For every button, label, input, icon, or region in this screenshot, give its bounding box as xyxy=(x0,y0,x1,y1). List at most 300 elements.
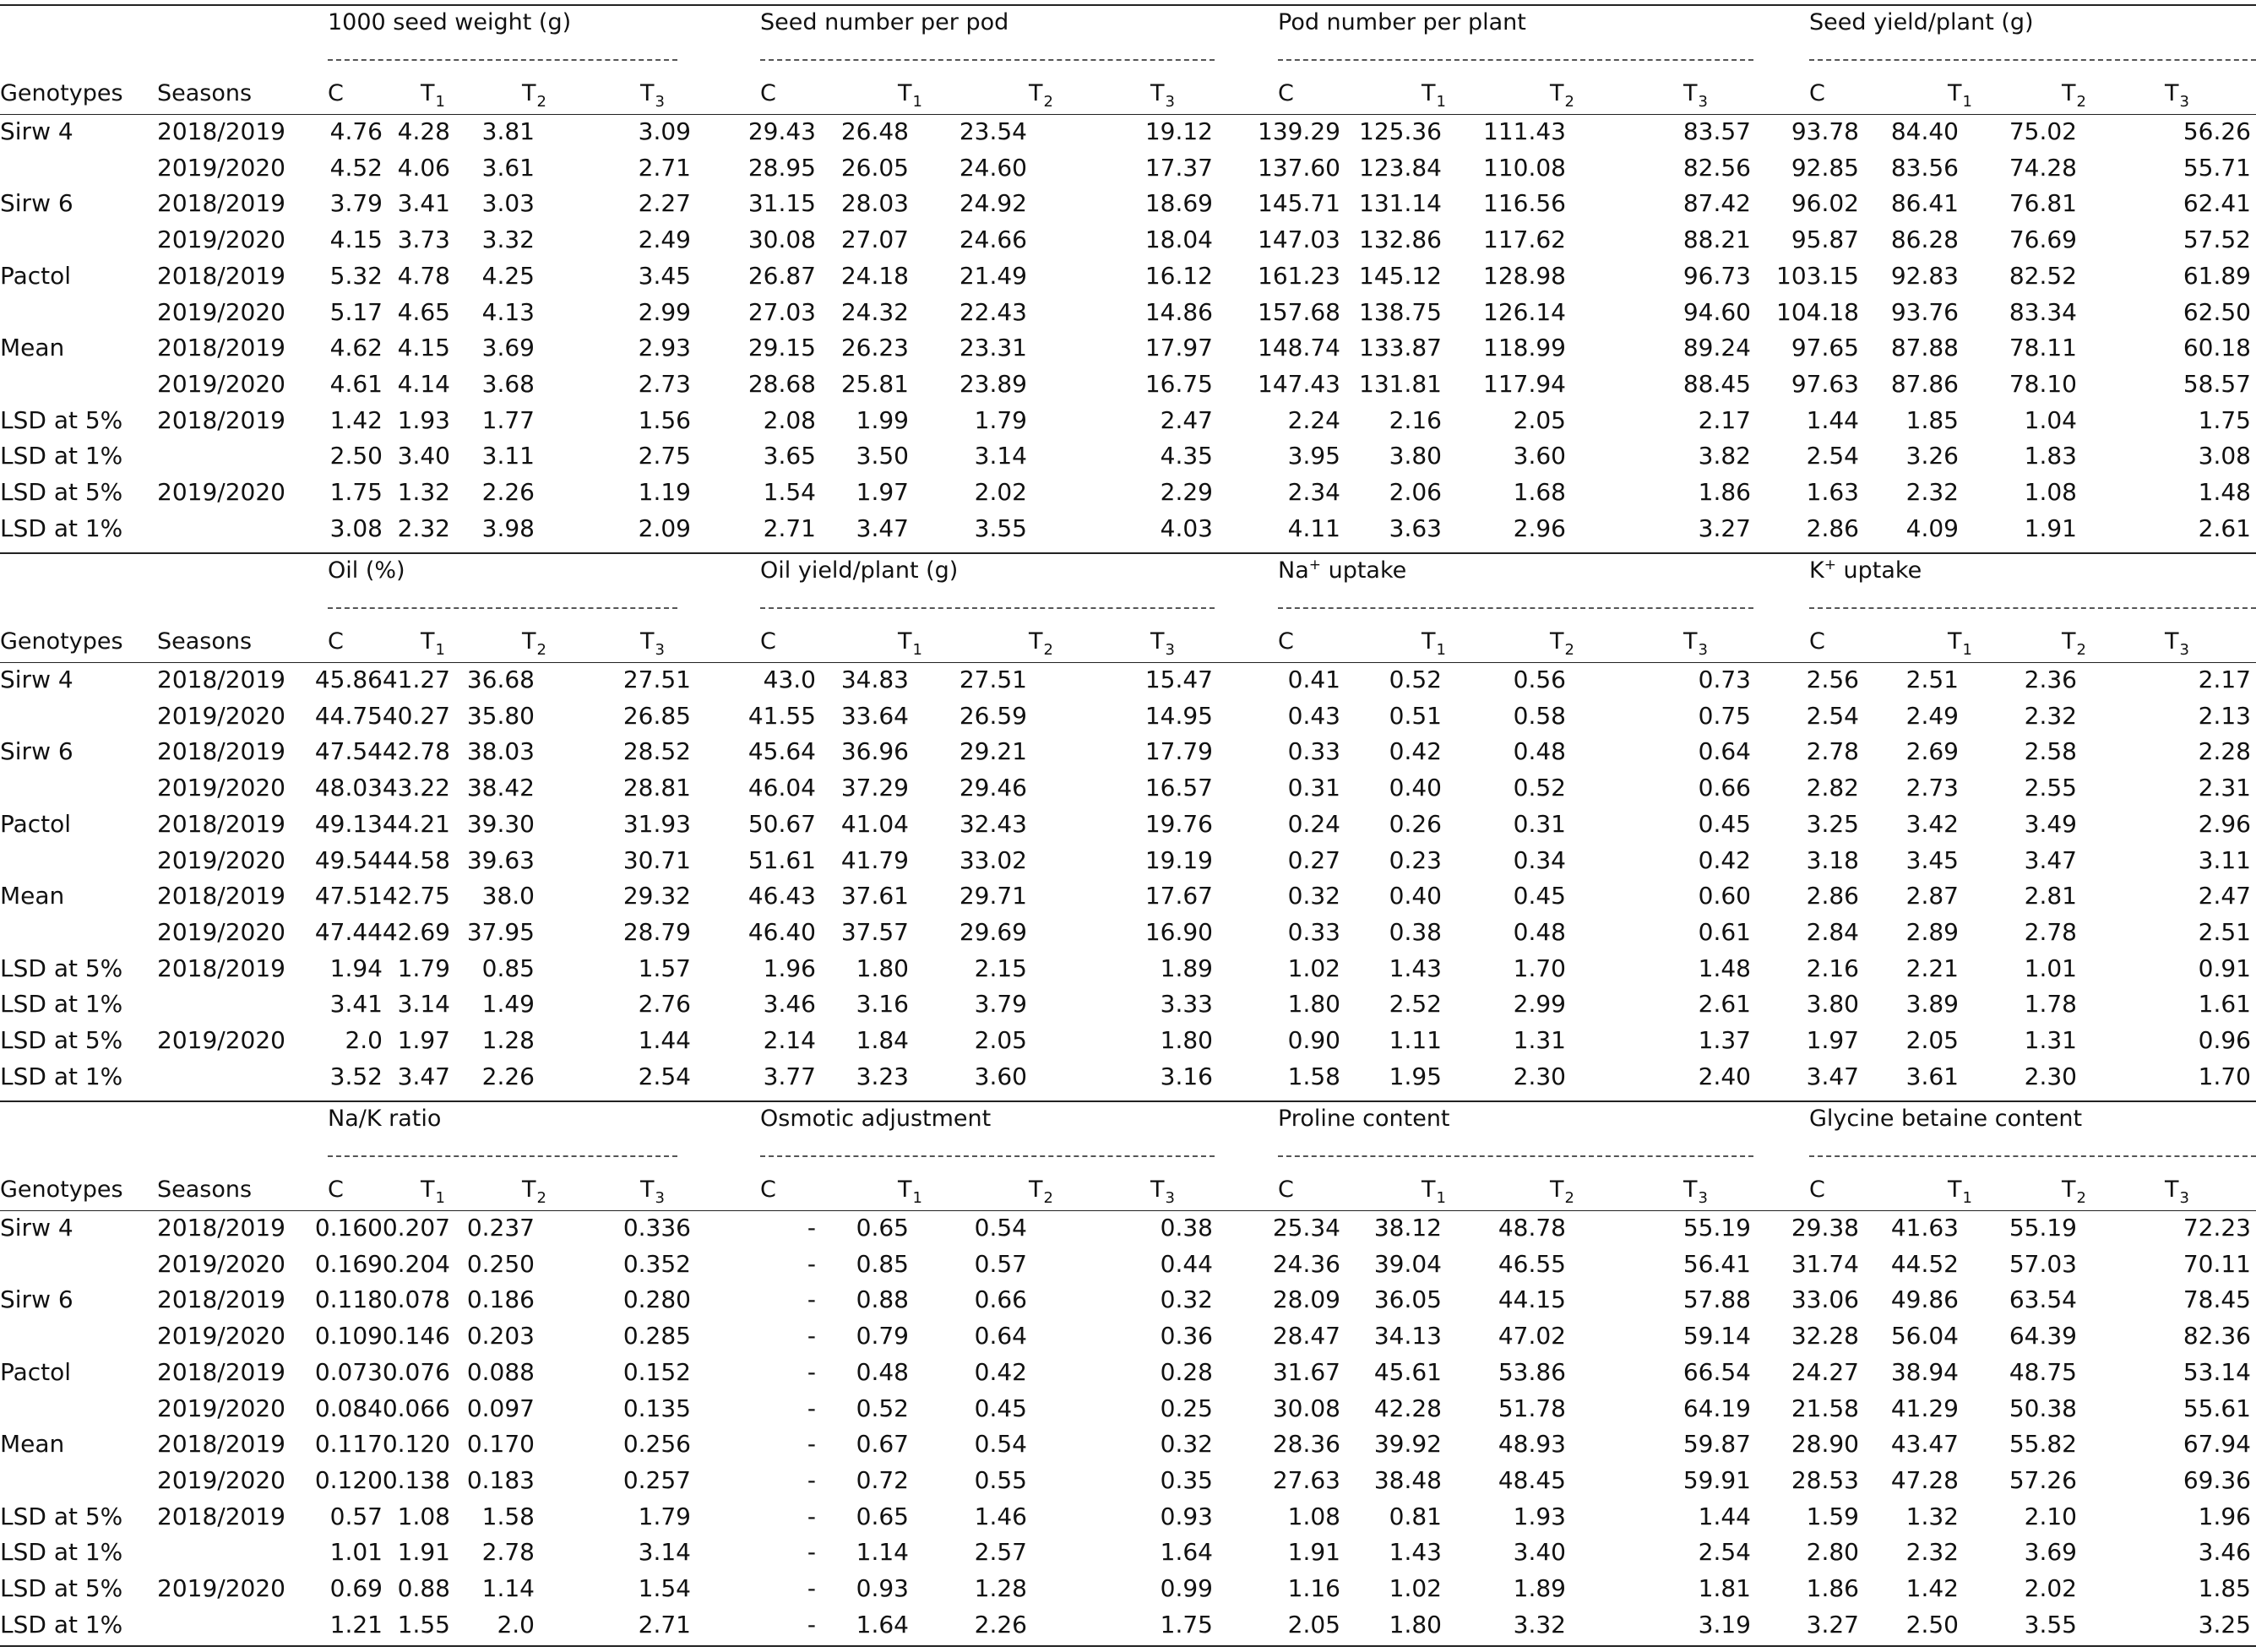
treatment-subscript: 2 xyxy=(1043,1189,1053,1207)
table-cell: 47.44 xyxy=(314,917,383,946)
group-dashed-rule xyxy=(1809,607,2256,609)
treatment-header xyxy=(1278,629,1294,655)
treatment-subscript: 1 xyxy=(435,641,445,659)
table-cell: 0.280 xyxy=(622,1285,691,1314)
table-cell: 0.120 xyxy=(382,1430,450,1459)
table-cell: 1.49 xyxy=(481,990,535,1019)
table-cell: 1.08 xyxy=(2024,478,2077,506)
season-label: 2018/2019 xyxy=(157,405,285,434)
genotype-label: Pactol xyxy=(0,1357,72,1386)
table-cell: 0.48 xyxy=(856,1357,909,1386)
table-cell: 94.60 xyxy=(1682,297,1751,326)
table-cell: 1.86 xyxy=(1806,1574,1859,1602)
treatment-letter: T xyxy=(1029,80,1043,106)
table-cell: 0.32 xyxy=(1160,1430,1213,1459)
table-cell: 59.87 xyxy=(1682,1430,1751,1459)
table-cell: 2.96 xyxy=(1513,514,1566,542)
table-cell: 0.69 xyxy=(329,1574,383,1602)
table-cell: 16.57 xyxy=(1144,774,1213,802)
group-title-superscript: + xyxy=(1824,557,1836,573)
treatment-header xyxy=(1029,629,1053,657)
treatment-letter: C xyxy=(1278,1177,1294,1203)
table-cell: 4.14 xyxy=(397,369,450,398)
table-cell: 0.85 xyxy=(856,1249,909,1278)
table-cell: 1.61 xyxy=(2198,990,2251,1019)
table-cell: 2.0 xyxy=(345,1026,383,1054)
table-cell: 96.73 xyxy=(1682,261,1751,290)
table-cell: 78.11 xyxy=(2009,334,2077,362)
table-cell: 15.47 xyxy=(1144,666,1213,693)
table-cell: 1.89 xyxy=(1160,954,1213,982)
table-cell: 46.04 xyxy=(747,774,816,802)
group-title xyxy=(760,10,1008,35)
treatment-subscript: 1 xyxy=(912,93,922,111)
group-title xyxy=(1809,1106,2082,1132)
table-cell: 2.02 xyxy=(974,478,1027,506)
table-cell: 2.76 xyxy=(638,990,691,1019)
table-cell: 2.30 xyxy=(1513,1062,1566,1090)
table-cell: 27.07 xyxy=(840,226,909,254)
table-cell: 37.57 xyxy=(840,917,909,946)
group-title-text: 1000 seed weight (g) xyxy=(328,9,572,35)
table-cell: 62.41 xyxy=(2183,189,2251,218)
table-cell: 1.85 xyxy=(1905,405,1959,434)
table-cell: 0.96 xyxy=(2198,1026,2251,1054)
table-cell: 138.75 xyxy=(1359,297,1442,326)
treatment-letter: T xyxy=(1422,80,1436,106)
table-cell: 2.51 xyxy=(2198,917,2251,946)
table-cell: 47.51 xyxy=(314,882,383,910)
treatment-letter: T xyxy=(1948,80,1962,106)
table-cell: 36.96 xyxy=(840,737,909,766)
table-cell: 41.55 xyxy=(747,701,816,730)
treatment-header xyxy=(1550,1177,1574,1205)
table-cell: 3.11 xyxy=(2198,845,2251,874)
group-title xyxy=(328,10,571,35)
treatment-header xyxy=(1809,629,1825,655)
table-cell: 3.98 xyxy=(481,514,535,542)
table-cell: 61.89 xyxy=(2183,261,2251,290)
table-cell: 4.13 xyxy=(481,297,535,326)
table-cell: 1.04 xyxy=(2024,405,2077,434)
table-cell: 55.71 xyxy=(2183,153,2251,182)
group-title xyxy=(760,1106,991,1132)
table-cell: 16.75 xyxy=(1144,369,1213,398)
treatment-header xyxy=(1683,81,1708,109)
treatment-header xyxy=(421,1177,445,1205)
table-cell: 3.08 xyxy=(329,514,383,542)
table-cell: 0.72 xyxy=(856,1465,909,1494)
table-cell: 0.088 xyxy=(466,1357,535,1386)
table-cell: - xyxy=(807,1610,816,1638)
table-cell: 1.89 xyxy=(1513,1574,1566,1602)
table-cell: 0.42 xyxy=(1698,845,1751,874)
table-cell: 3.16 xyxy=(1160,1062,1213,1090)
genotypes-header: Genotypes xyxy=(0,628,123,655)
table-cell: 46.40 xyxy=(747,917,816,946)
table-cell: 1.32 xyxy=(1905,1502,1959,1530)
table-cell: 0.73 xyxy=(1698,666,1751,693)
table-cell: 1.70 xyxy=(2198,1062,2251,1090)
table-cell: 1.31 xyxy=(1513,1026,1566,1054)
table-cell: 1.75 xyxy=(2198,405,2251,434)
table-cell: 16.90 xyxy=(1144,917,1213,946)
table-cell: 2.55 xyxy=(2024,774,2077,802)
table-cell: 0.88 xyxy=(856,1285,909,1314)
table-cell: 0.60 xyxy=(1698,882,1751,910)
table-cell: 2.24 xyxy=(1287,405,1340,434)
treatment-subscript: 1 xyxy=(1962,641,1972,659)
treatment-header xyxy=(522,629,546,657)
table-cell: 4.25 xyxy=(481,261,535,290)
group-title xyxy=(1809,10,2034,35)
treatment-subscript: 3 xyxy=(1165,1189,1175,1207)
table-cell: 2.99 xyxy=(638,297,691,326)
table-cell: 57.03 xyxy=(2009,1249,2077,1278)
table-cell: 0.066 xyxy=(382,1394,450,1422)
table-cell: 3.45 xyxy=(1905,845,1959,874)
table-cell: 1.79 xyxy=(397,954,450,982)
table-cell: 1.21 xyxy=(329,1610,383,1638)
season-label: 2018/2019 xyxy=(157,882,285,910)
table-cell: 3.46 xyxy=(2198,1538,2251,1567)
treatment-letter: T xyxy=(1948,1177,1962,1203)
table-cell: 2.50 xyxy=(1905,1610,1959,1638)
table-cell: 2.71 xyxy=(638,153,691,182)
table-cell: 2.29 xyxy=(1160,478,1213,506)
treatment-header xyxy=(328,1177,344,1203)
genotype-label: LSD at 1% xyxy=(0,1538,123,1567)
table-cell: 18.04 xyxy=(1144,226,1213,254)
table-cell: 28.36 xyxy=(1272,1430,1340,1459)
table-cell: 0.073 xyxy=(314,1357,383,1386)
genotype-label: Sirw 4 xyxy=(0,666,73,693)
table-cell: 133.87 xyxy=(1359,334,1442,362)
table-cell: 0.64 xyxy=(1698,737,1751,766)
table-cell: 60.18 xyxy=(2183,334,2251,362)
table-cell: 0.99 xyxy=(1160,1574,1213,1602)
season-label: 2018/2019 xyxy=(157,1502,285,1530)
table-cell: - xyxy=(807,1357,816,1386)
season-label: 2018/2019 xyxy=(157,1214,285,1242)
table-cell: 4.11 xyxy=(1287,514,1340,542)
table-cell: 0.31 xyxy=(1513,809,1566,838)
treatment-letter: T xyxy=(522,80,536,106)
table-cell: 3.80 xyxy=(1389,442,1442,470)
table-cell: 0.203 xyxy=(466,1322,535,1350)
treatment-subscript: 2 xyxy=(1564,1189,1574,1207)
table-cell: 55.19 xyxy=(1682,1214,1751,1242)
treatment-subscript: 3 xyxy=(655,1189,665,1207)
treatment-subscript: 3 xyxy=(2179,93,2189,111)
treatment-letter: T xyxy=(1422,628,1436,655)
table-cell: 28.68 xyxy=(747,369,816,398)
table-cell: 1.11 xyxy=(1389,1026,1442,1054)
table-cell: 3.32 xyxy=(481,226,535,254)
treatment-header xyxy=(898,629,922,657)
table-cell: 2.54 xyxy=(638,1062,691,1090)
treatment-header xyxy=(1278,81,1294,106)
table-cell: 137.60 xyxy=(1258,153,1340,182)
group-dashed-rule xyxy=(760,1155,1215,1157)
season-label: 2019/2020 xyxy=(157,1394,285,1422)
season-label: 2018/2019 xyxy=(157,809,285,838)
table-cell: 37.61 xyxy=(840,882,909,910)
treatment-letter: T xyxy=(522,1177,536,1203)
table-cell: 97.65 xyxy=(1791,334,1859,362)
table-cell: 161.23 xyxy=(1258,261,1340,290)
season-label: 2019/2020 xyxy=(157,478,285,506)
treatment-letter: C xyxy=(328,1177,344,1203)
treatment-header xyxy=(2165,629,2189,657)
table-cell: 88.21 xyxy=(1682,226,1751,254)
table-cell: 3.73 xyxy=(397,226,450,254)
table-cell: 4.62 xyxy=(329,334,383,362)
table-cell: 62.50 xyxy=(2183,297,2251,326)
treatment-letter: C xyxy=(1278,80,1294,106)
section-top-rule xyxy=(0,4,2256,6)
treatment-subscript: 2 xyxy=(536,93,546,111)
table-cell: 1.79 xyxy=(974,405,1027,434)
header-bottom-rule xyxy=(0,114,2256,115)
table-cell: 0.42 xyxy=(974,1357,1027,1386)
table-cell: 1.78 xyxy=(2024,990,2077,1019)
table-cell: 24.60 xyxy=(959,153,1027,182)
genotype-label: LSD at 5% xyxy=(0,1502,123,1530)
season-label: 2019/2020 xyxy=(157,845,285,874)
treatment-header xyxy=(1422,1177,1446,1205)
table-cell: 2.17 xyxy=(1698,405,1751,434)
table-cell: 3.18 xyxy=(1806,845,1859,874)
table-cell: 17.37 xyxy=(1144,153,1213,182)
table-cell: 0.56 xyxy=(1513,666,1566,693)
table-cell: 19.19 xyxy=(1144,845,1213,874)
table-cell: 64.39 xyxy=(2009,1322,2077,1350)
table-cell: 49.86 xyxy=(1890,1285,1959,1314)
treatment-subscript: 3 xyxy=(655,641,665,659)
treatment-header xyxy=(760,81,776,106)
table-cell: 3.23 xyxy=(856,1062,909,1090)
season-label: 2018/2019 xyxy=(157,1285,285,1314)
table-cell: 147.03 xyxy=(1258,226,1340,254)
table-cell: 2.16 xyxy=(1806,954,1859,982)
treatment-header xyxy=(640,629,665,657)
table-cell: 0.138 xyxy=(382,1465,450,1494)
table-cell: 69.36 xyxy=(2183,1465,2251,1494)
table-cell: 2.49 xyxy=(638,226,691,254)
group-dashed-rule xyxy=(1809,1155,2256,1157)
table-cell: 0.45 xyxy=(1513,882,1566,910)
table-cell: 145.12 xyxy=(1359,261,1442,290)
table-cell: 89.24 xyxy=(1682,334,1751,362)
table-cell: 1.02 xyxy=(1389,1574,1442,1602)
table-cell: 28.81 xyxy=(622,774,691,802)
treatment-subscript: 2 xyxy=(1564,641,1574,659)
treatment-letter: C xyxy=(1278,628,1294,655)
table-cell: 4.28 xyxy=(397,117,450,145)
table-cell: 2.08 xyxy=(763,405,816,434)
seasons-header: Seasons xyxy=(157,628,253,655)
table-cell: 2.54 xyxy=(1806,701,1859,730)
table-cell: 3.61 xyxy=(481,153,535,182)
table-cell: 3.45 xyxy=(638,261,691,290)
group-title xyxy=(1278,10,1526,35)
table-cell: 26.87 xyxy=(747,261,816,290)
table-cell: 2.87 xyxy=(1905,882,1959,910)
table-cell: 19.12 xyxy=(1144,117,1213,145)
table-cell: 19.76 xyxy=(1144,809,1213,838)
group-title-text: Seed number per pod xyxy=(760,9,1009,35)
table-cell: 14.86 xyxy=(1144,297,1213,326)
header-bottom-rule xyxy=(0,662,2256,663)
table-cell: 1.54 xyxy=(763,478,816,506)
table-cell: 1.28 xyxy=(481,1026,535,1054)
table-cell: 37.29 xyxy=(840,774,909,802)
table-cell: 0.32 xyxy=(1160,1285,1213,1314)
treatment-subscript: 3 xyxy=(1698,93,1708,111)
table-cell: 3.40 xyxy=(1513,1538,1566,1567)
treatment-subscript: 2 xyxy=(536,641,546,659)
table-cell: 31.74 xyxy=(1791,1249,1859,1278)
table-cell: 29.38 xyxy=(1791,1214,1859,1242)
table-cell: 0.076 xyxy=(382,1357,450,1386)
treatment-header xyxy=(522,1177,546,1205)
table-cell: 24.32 xyxy=(840,297,909,326)
table-cell: 87.86 xyxy=(1890,369,1959,398)
table-cell: 0.66 xyxy=(974,1285,1027,1314)
table-cell: 2.57 xyxy=(974,1538,1027,1567)
table-cell: 86.41 xyxy=(1890,189,1959,218)
treatment-header xyxy=(328,81,344,106)
table-cell: 38.42 xyxy=(466,774,535,802)
group-dashed-rule xyxy=(760,59,1215,61)
genotype-label: Sirw 6 xyxy=(0,1285,73,1314)
table-cell: 1.44 xyxy=(638,1026,691,1054)
table-cell: 2.84 xyxy=(1806,917,1859,946)
treatment-subscript: 3 xyxy=(1698,1189,1708,1207)
table-cell: 3.95 xyxy=(1287,442,1340,470)
table-cell: 27.51 xyxy=(959,666,1027,693)
table-cell: 0.33 xyxy=(1287,917,1340,946)
table-cell: 0.33 xyxy=(1287,737,1340,766)
table-cell: - xyxy=(807,1322,816,1350)
treatment-header xyxy=(421,81,445,109)
genotype-label: Mean xyxy=(0,1430,65,1459)
table-cell: 3.60 xyxy=(1513,442,1566,470)
table-cell: 2.15 xyxy=(974,954,1027,982)
table-cell: 83.34 xyxy=(2009,297,2077,326)
group-title-text: Na/K ratio xyxy=(328,1106,442,1132)
treatment-header xyxy=(760,629,776,655)
treatment-letter: T xyxy=(1683,628,1698,655)
table-cell: 45.64 xyxy=(747,737,816,766)
table-cell: 2.73 xyxy=(1905,774,1959,802)
table-cell: - xyxy=(807,1394,816,1422)
table-cell: 0.34 xyxy=(1513,845,1566,874)
table-cell: 2.36 xyxy=(2024,666,2077,693)
table-cell: 0.45 xyxy=(974,1394,1027,1422)
table-cell: 78.45 xyxy=(2183,1285,2251,1314)
group-title xyxy=(328,558,405,584)
table-cell: 74.28 xyxy=(2009,153,2077,182)
table-cell: 30.71 xyxy=(622,845,691,874)
genotype-label: Sirw 4 xyxy=(0,117,73,145)
table-cell: 0.51 xyxy=(1389,701,1442,730)
table-cell: 45.86 xyxy=(314,666,383,693)
table-cell: 14.95 xyxy=(1144,701,1213,730)
treatment-letter: T xyxy=(2165,80,2179,106)
group-dashed-rule xyxy=(328,607,677,609)
table-cell: 0.256 xyxy=(622,1430,691,1459)
treatment-subscript: 2 xyxy=(1043,641,1053,659)
table-cell: 2.78 xyxy=(481,1538,535,1567)
table-cell: 0.55 xyxy=(974,1465,1027,1494)
table-cell: 1.59 xyxy=(1806,1502,1859,1530)
table-cell: 55.82 xyxy=(2009,1430,2077,1459)
treatment-header xyxy=(421,629,445,657)
treatment-header xyxy=(1150,81,1175,109)
table-cell: 76.69 xyxy=(2009,226,2077,254)
table-cell: 87.88 xyxy=(1890,334,1959,362)
treatment-subscript: 1 xyxy=(1436,1189,1446,1207)
table-cell: 24.18 xyxy=(840,261,909,290)
table-cell: 0.90 xyxy=(1287,1026,1340,1054)
table-cell: 24.27 xyxy=(1791,1357,1859,1386)
treatment-subscript: 1 xyxy=(1436,93,1446,111)
season-label: 2019/2020 xyxy=(157,1574,285,1602)
treatment-header xyxy=(1948,629,1972,657)
treatment-header xyxy=(2062,629,2086,657)
table-cell: 58.57 xyxy=(2183,369,2251,398)
table-cell: 2.54 xyxy=(1806,442,1859,470)
table-cell: 0.152 xyxy=(622,1357,691,1386)
table-cell: 51.61 xyxy=(747,845,816,874)
table-cell: 78.10 xyxy=(2009,369,2077,398)
treatment-subscript: 1 xyxy=(435,93,445,111)
table-cell: 0.40 xyxy=(1389,774,1442,802)
table-cell: 1.80 xyxy=(1160,1026,1213,1054)
treatment-subscript: 3 xyxy=(1165,641,1175,659)
table-cell: 35.80 xyxy=(466,701,535,730)
table-cell: 2.14 xyxy=(763,1026,816,1054)
table-cell: 59.91 xyxy=(1682,1465,1751,1494)
table-cell: 26.85 xyxy=(622,701,691,730)
table-cell: 2.26 xyxy=(481,478,535,506)
group-title-text: Pod number per plant xyxy=(1278,9,1526,35)
table-cell: 0.135 xyxy=(622,1394,691,1422)
table-cell: 1.77 xyxy=(481,405,535,434)
table-cell: 64.19 xyxy=(1682,1394,1751,1422)
group-title xyxy=(1278,558,1406,586)
table-cell: 3.47 xyxy=(1806,1062,1859,1090)
table-cell: 2.78 xyxy=(1806,737,1859,766)
table-cell: 86.28 xyxy=(1890,226,1959,254)
table-cell: 28.52 xyxy=(622,737,691,766)
table-cell: 1.80 xyxy=(1389,1610,1442,1638)
table-cell: 18.69 xyxy=(1144,189,1213,218)
table-cell: 50.67 xyxy=(747,809,816,838)
section-top-rule xyxy=(0,1100,2256,1102)
table-cell: 2.93 xyxy=(638,334,691,362)
table-cell: 3.14 xyxy=(397,990,450,1019)
table-cell: 56.04 xyxy=(1890,1322,1959,1350)
table-cell: 29.69 xyxy=(959,917,1027,946)
table-cell: 47.28 xyxy=(1890,1465,1959,1494)
table-cell: 34.13 xyxy=(1373,1322,1442,1350)
table-cell: 0.250 xyxy=(466,1249,535,1278)
table-cell: 57.26 xyxy=(2009,1465,2077,1494)
table-cell: 56.26 xyxy=(2183,117,2251,145)
